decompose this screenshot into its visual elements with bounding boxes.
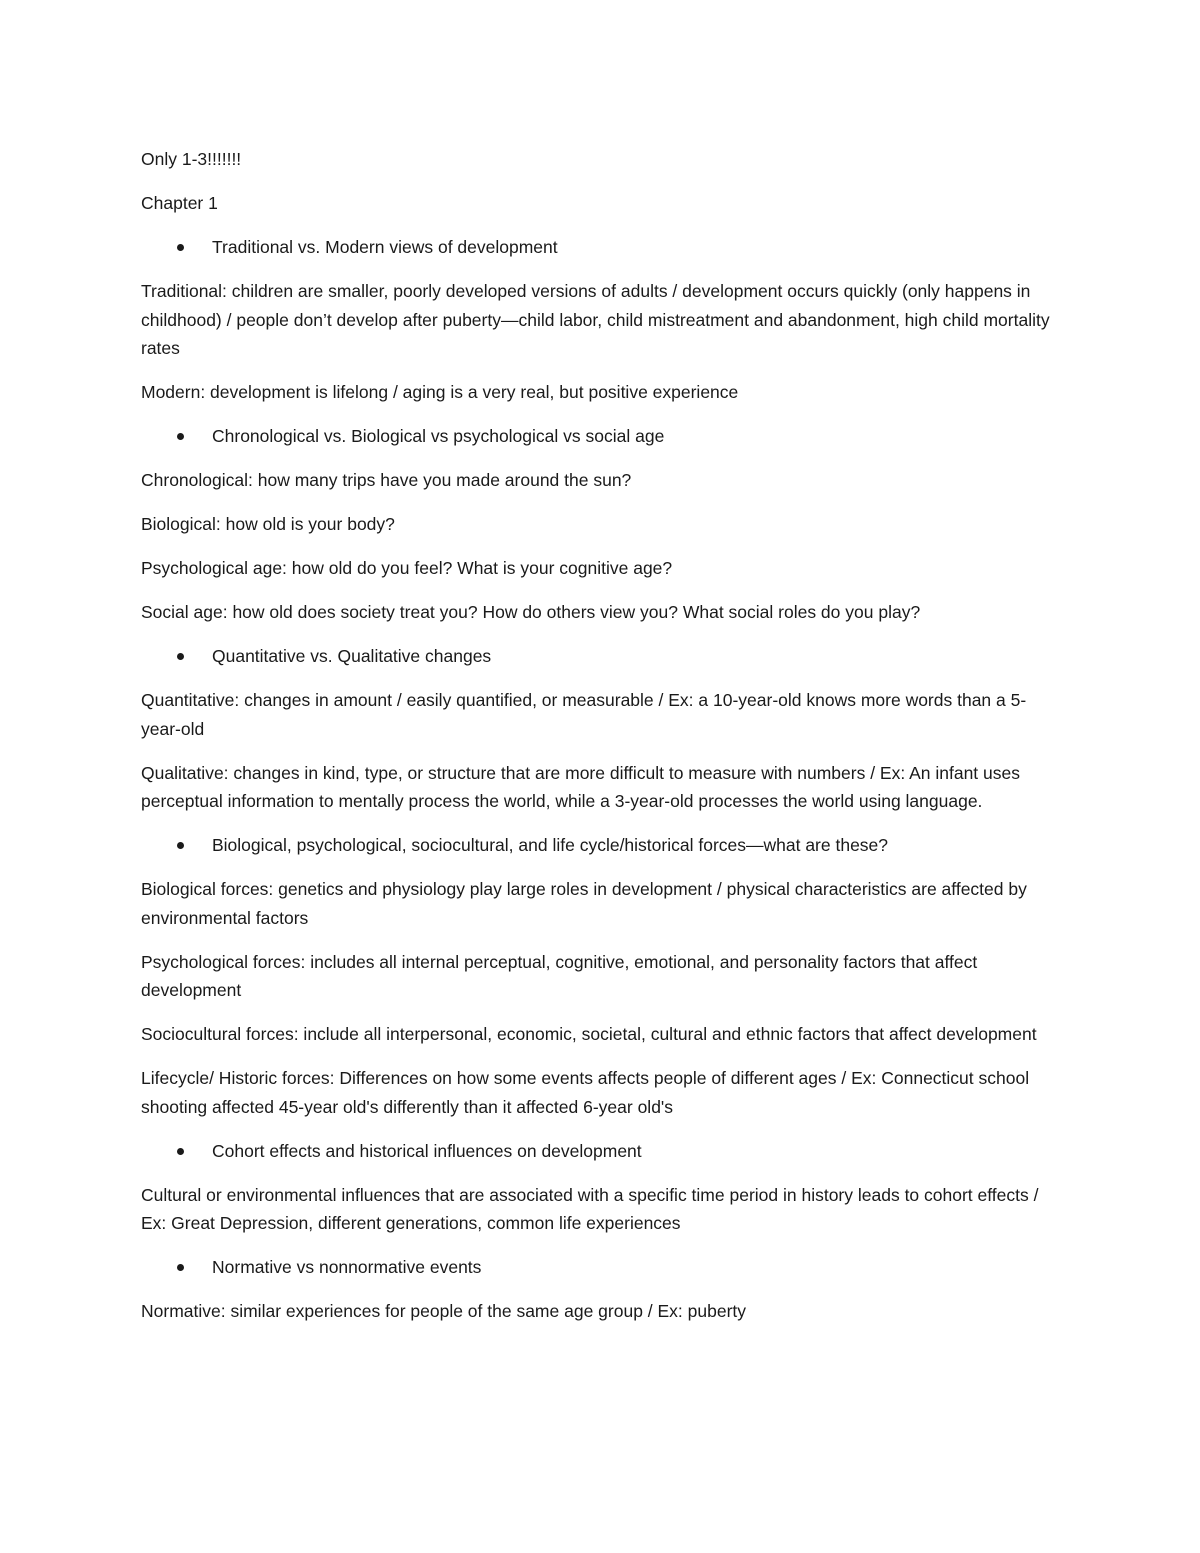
bullet-item [141,642,1061,671]
paragraph: Psychological forces: includes all internal perceptual, cognitive, emotional, and personality factors that affect development [141,951,978,1000]
paragraph: Normative: similar experiences for people of the same age group / Ex: puberty [141,1301,747,1321]
bullet-item [141,1253,1061,1282]
bullet-dot-icon [177,1264,184,1271]
bullet-text: Cohort effects and historical influences on development [212,1140,642,1161]
bullet-text: Quantitative vs. Qualitative changes [212,646,492,666]
document-body [141,145,1061,1341]
bullet-dot-icon [177,653,184,660]
bullet-text: Chronological vs. Biological vs psychological vs social age [212,426,665,446]
paragraph: Traditional: children are smaller, poorly developed versions of adults / development occurs quickly (only happens in childhood) / people don’t develop after puberty—child labor, child mistreatment and abandonment, high child mortality rates [141,281,1050,358]
paragraph: Social age: how old does society treat you? How do others view you? What social roles do you play? [141,602,921,622]
bullet-text: Biological, psychological, sociocultural, and life cycle/historical forces—what are these? [212,835,889,855]
paragraph: Qualitative: changes in kind, type, or structure that are more difficult to measure with numbers / Ex: An infant uses perceptual information to mentally process the world, while a 3-year-old processes the world using language. [141,762,1020,811]
bullet-dot-icon [177,1148,184,1155]
paragraph: Modern: development is lifelong / aging is a very real, but positive experience [141,382,739,402]
bullet-dot-icon [177,244,184,251]
bullet-dot-icon [177,842,184,849]
bullet-dot-icon [177,433,184,440]
paragraph: Quantitative: changes in amount / easily quantified, or measurable / Ex: a 10-year-old knows more words than a 5-year-old [141,690,1027,739]
bullet-item [141,1137,1061,1166]
paragraph: Biological: how old is your body? [141,514,395,534]
bullet-item [141,831,1061,860]
paragraph: Biological forces: genetics and physiology play large roles in development / physical characteristics are affected by environmental factors [141,879,1027,928]
bullet-item [141,422,1061,451]
bullet-item [141,233,1061,262]
paragraph: Lifecycle/ Historic forces: Differences on how some events affects people of different ages / Ex: Connecticut school shooting affected 45-year old's differently than it affected 6-year old's [141,1068,1030,1117]
paragraph: Psychological age: how old do you feel? What is your cognitive age? [141,558,673,578]
paragraph: Sociocultural forces: include all interpersonal, economic, societal, cultural and ethnic factors that affect development [141,1024,1037,1044]
paragraph: Cultural or environmental influences that are associated with a specific time period in history leads to cohort effects / Ex: Great Depression, different generations, common life experiences [141,1184,1039,1233]
paragraph: Chronological: how many trips have you made around the sun? [141,470,632,490]
bullet-text: Normative vs nonnormative events [212,1257,482,1277]
chapter-heading: Chapter 1 [141,193,218,213]
header-note: Only 1-3!!!!!!! [141,149,242,169]
bullet-text: Traditional vs. Modern views of development [212,237,558,257]
